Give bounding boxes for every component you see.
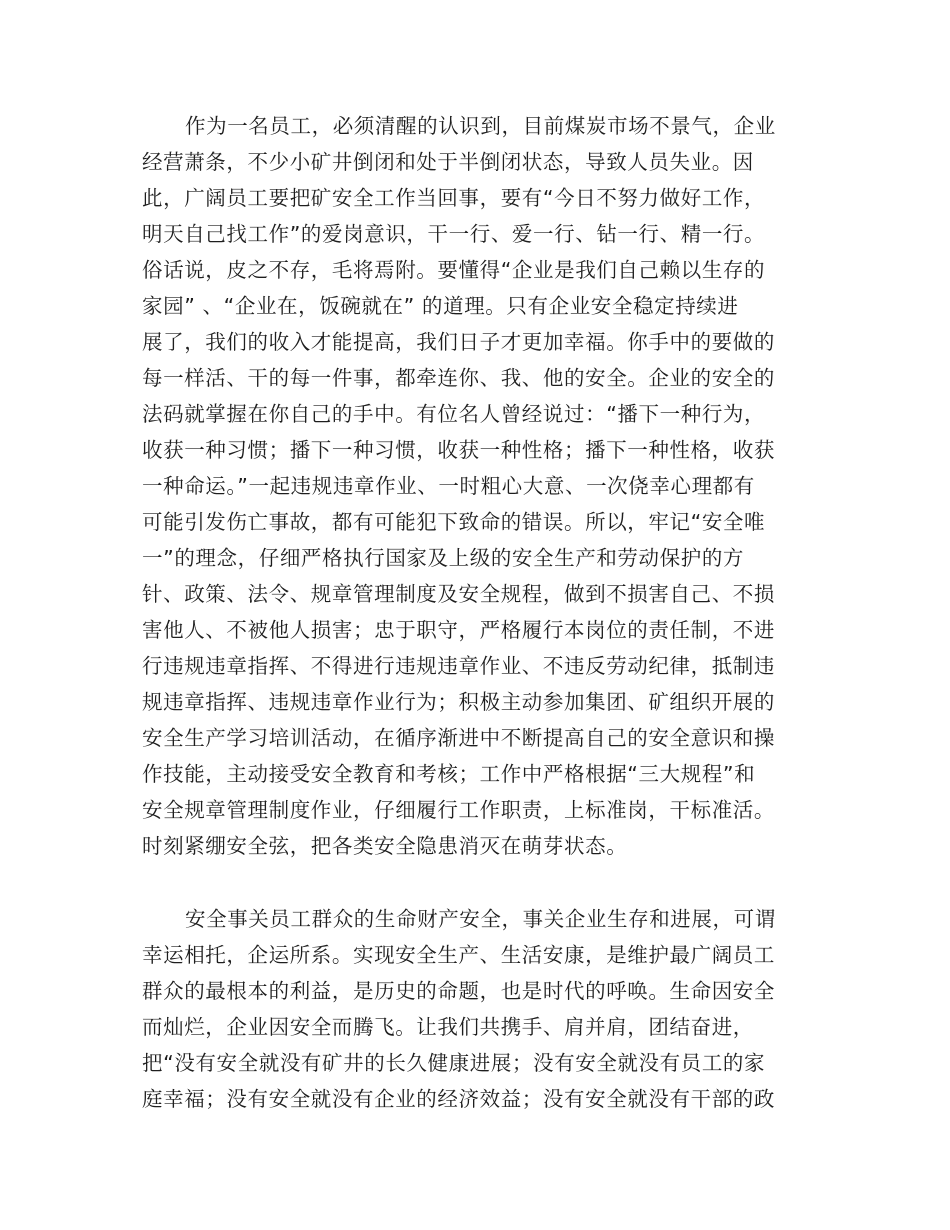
text-line: 作为一名员工，必须清醒的认识到，目前煤炭市场不景气，企业	[185, 114, 776, 138]
text-line: 一”的理念，仔细严格执行国家及上级的安全生产和劳动保护的方	[142, 546, 745, 570]
text-line: 针、政策、法令、规章管理制度及安全规程，做到不损害自己、不损	[142, 582, 775, 606]
text-line: 经营萧条，不少小矿井倒闭和处于半倒闭状态，导致人员失业。因	[142, 150, 754, 174]
text-line: 而灿烂，企业因安全而腾飞。让我们共携手、肩并肩，团结奋进，	[142, 1015, 754, 1039]
text-line: 每一样活、干的每一件事，都牵连你、我、他的安全。企业的安全的	[142, 366, 775, 390]
text-line: 一种命运。”一起违规违章作业、一时粗心大意、一次侥幸心理都有	[142, 474, 755, 498]
text-line: 规违章指挥、违规违章作业行为；积极主动参加集团、矿组织开展的	[142, 690, 775, 714]
text-line: 家园” 、“企业在，饭碗就在” 的道理。只有企业安全稳定持续进	[142, 294, 739, 318]
text-line: 安全规章管理制度作业，仔细履行工作职责，上标准岗，干标准活。	[142, 798, 775, 822]
text-line: 时刻紧绷安全弦，把各类安全隐患消灭在萌芽状态。	[142, 834, 628, 858]
text-line: 行违规违章指挥、不得进行违规违章作业、不违反劳动纪律，抵制违	[142, 654, 775, 678]
text-line: 作技能，主动接受安全教育和考核；工作中严格根据“三大规程”和	[142, 762, 756, 786]
text-line: 幸运相托，企运所系。实现安全生产、生活安康，是维护最广阔员工	[142, 943, 775, 967]
text-line: 把“没有安全就没有矿井的长久健康进展；没有安全就没有员工的家	[142, 1051, 766, 1075]
text-line: 展了，我们的收入才能提高，我们日子才更加幸福。你手中的要做的	[142, 330, 775, 354]
text-line: 害他人、不被他人损害；忠于职守，严格履行本岗位的责任制，不进	[142, 618, 775, 642]
text-line: 可能引发伤亡事故，都有可能犯下致命的错误。所以，牢记“安全唯	[142, 510, 766, 534]
text-line: 群众的最根本的利益，是历史的命题，也是时代的呼唤。生命因安全	[142, 979, 775, 1003]
text-line: 安全事关员工群众的生命财产安全，事关企业生存和进展，可谓	[185, 907, 776, 931]
text-line: 庭幸福；没有安全就没有企业的经济效益；没有安全就没有干部的政	[142, 1087, 775, 1111]
text-line: 法码就掌握在你自己的手中。有位名人曾经说过：“播下一种行为，	[142, 402, 766, 426]
text-line: 此，广阔员工要把矿安全工作当回事，要有“今日不努力做好工作，	[142, 186, 766, 210]
text-line: 明天自己找工作”的爱岗意识，干一行、爱一行、钻一行、精一行。	[142, 222, 766, 246]
text-line: 安全生产学习培训活动，在循序渐进中不断提高自己的安全意识和操	[142, 726, 775, 750]
text-line: 收获一种习惯；播下一种习惯，收获一种性格；播下一种性格，收获	[142, 438, 775, 462]
text-line: 俗话说，皮之不存，毛将焉附。要懂得“企业是我们自己赖以生存的	[142, 258, 766, 282]
